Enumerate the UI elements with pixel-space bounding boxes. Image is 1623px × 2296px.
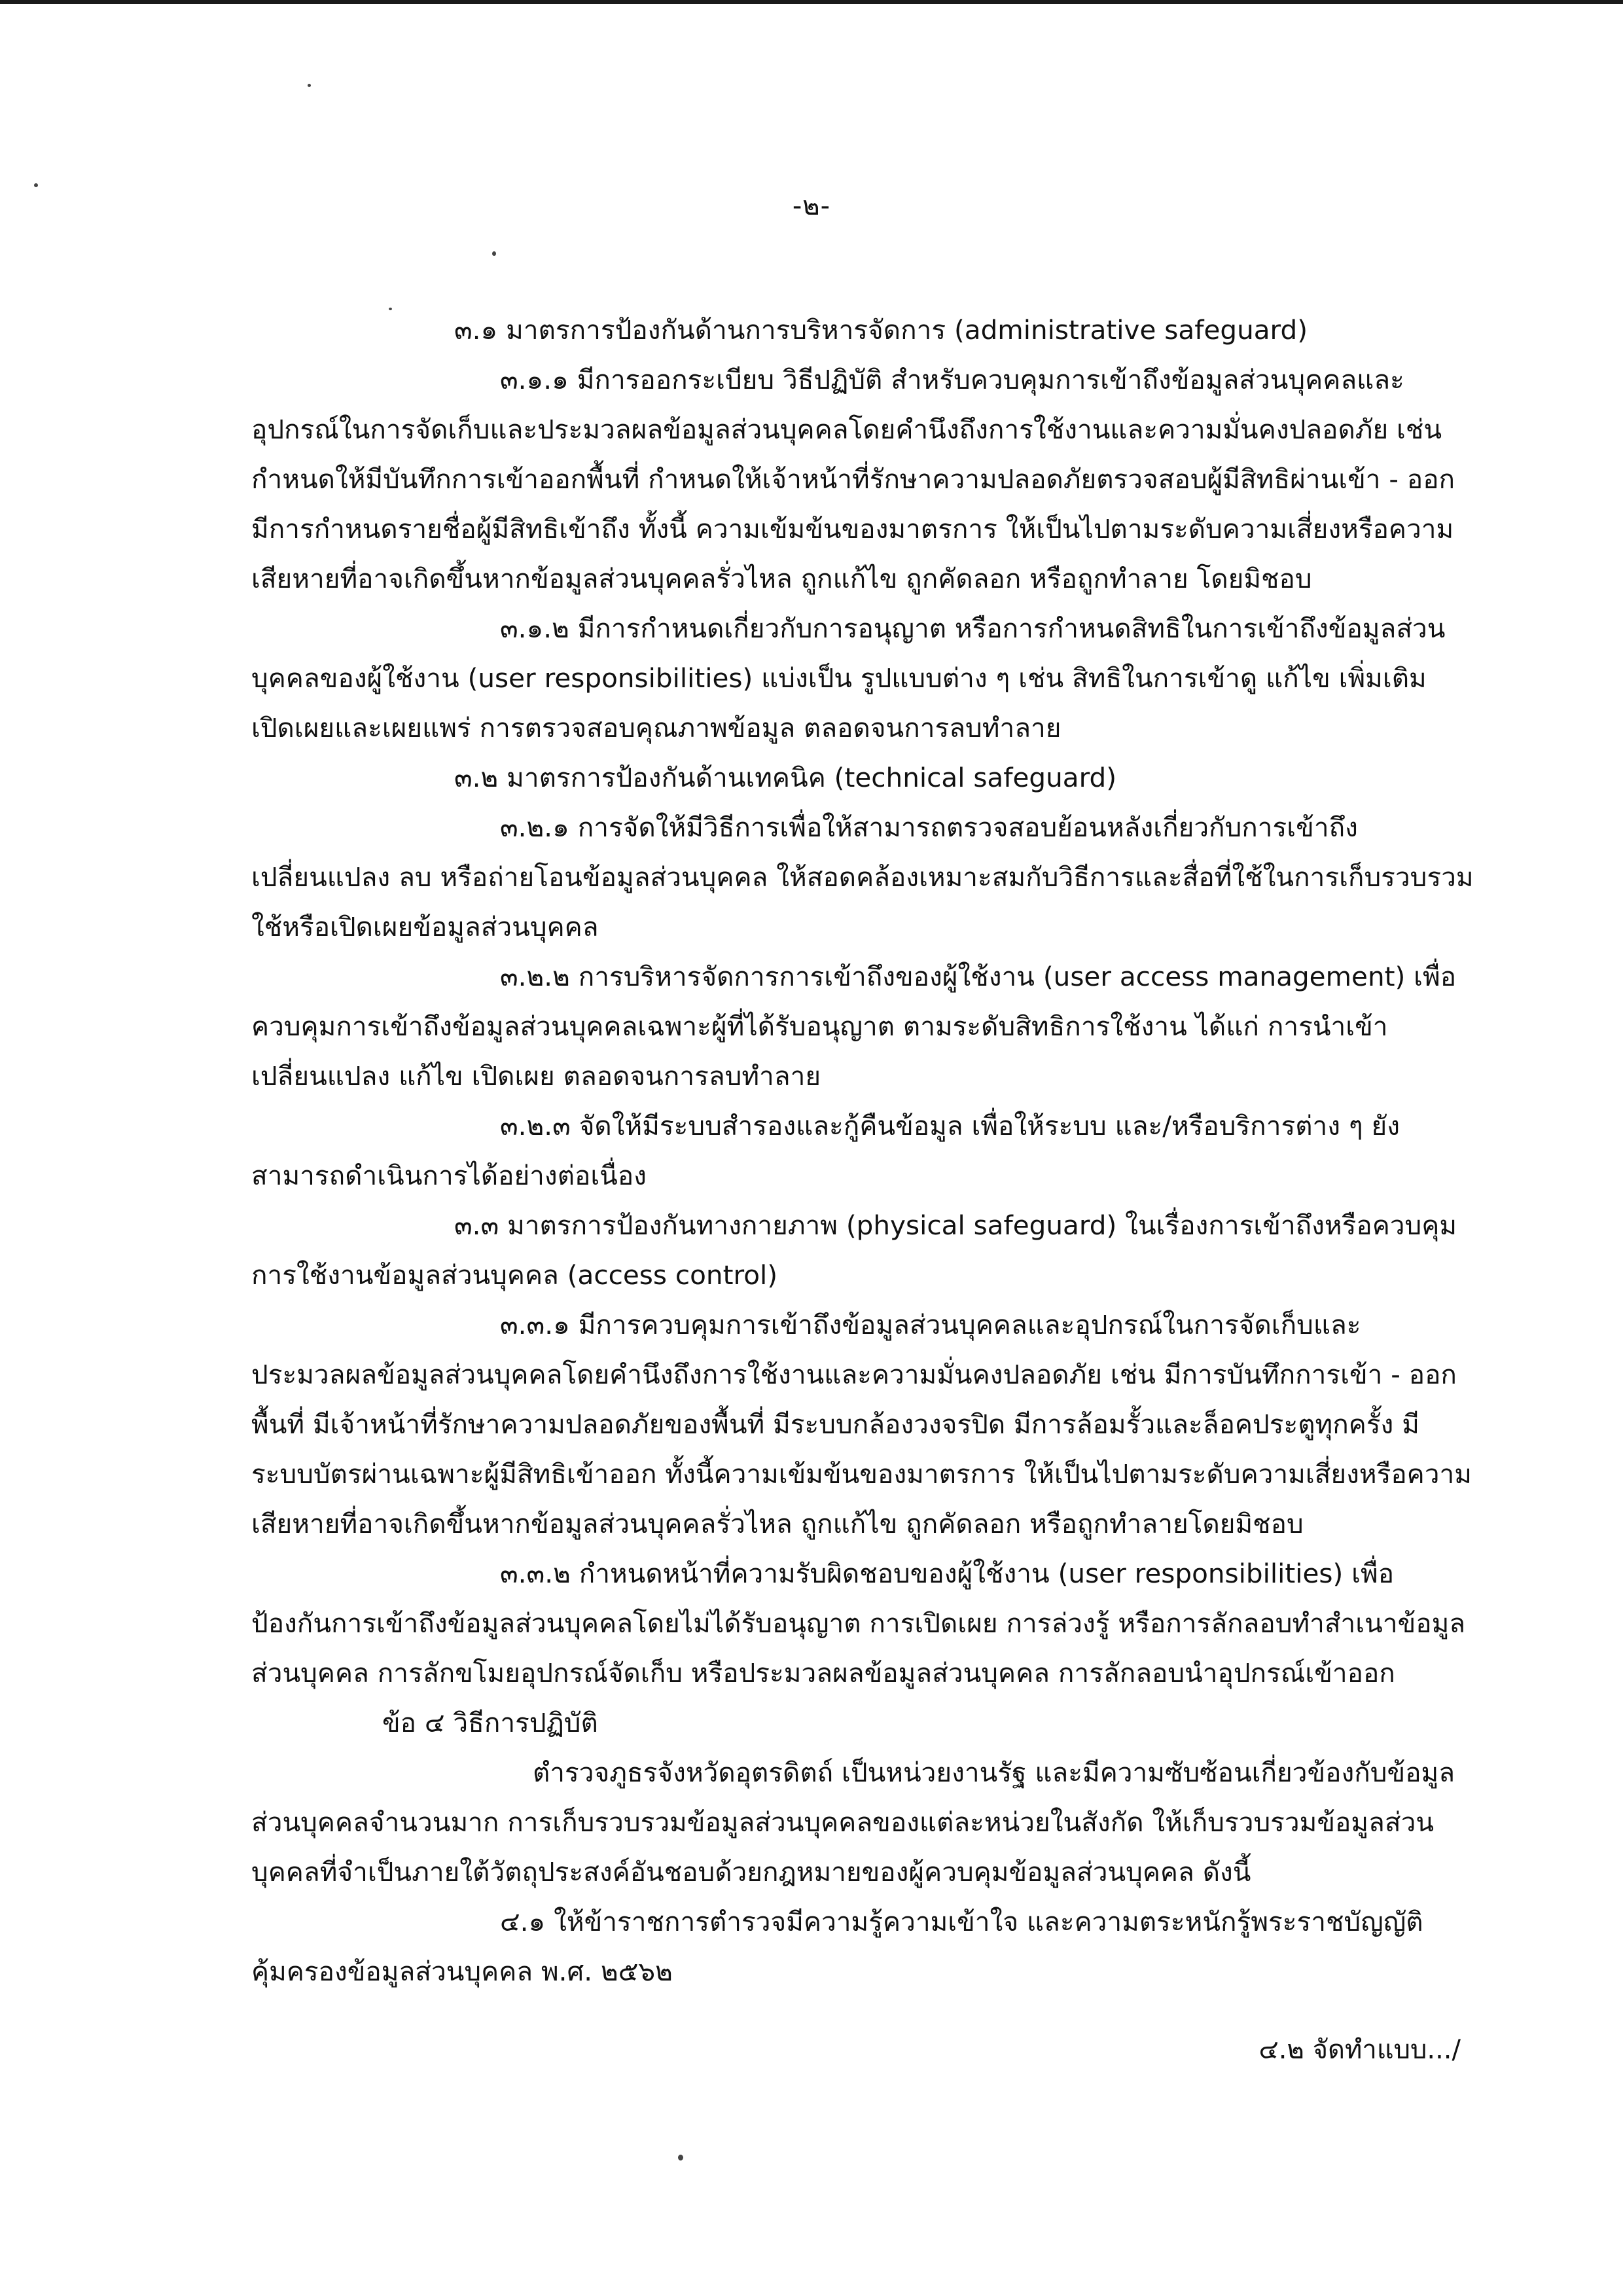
text-line: ๓.๓ มาตรการป้องกันทางกายภาพ (physical safeguard) ในเรื่องการเข้าถึงหรือควบคุม — [454, 1210, 1457, 1241]
text-line: ๓.๑.๒ มีการกำหนดเกี่ยวกับการอนุญาต หรือการกำหนดสิทธิในการเข้าถึงข้อมูลส่วน — [500, 613, 1446, 644]
text-line: คุ้มครองข้อมูลส่วนบุคคล พ.ศ. ๒๕๖๒ — [251, 1956, 673, 1987]
scan-speck — [678, 2155, 683, 2161]
text-line: ใช้หรือเปิดเผยข้อมูลส่วนบุคคล — [251, 911, 599, 942]
text-line: การใช้งานข้อมูลส่วนบุคคล (access control) — [251, 1259, 778, 1291]
text-line: ตำรวจภูธรจังหวัดอุตรดิตถ์ เป็นหน่วยงานรัฐ และมีความซับซ้อนเกี่ยวข้องกับข้อมูล — [533, 1757, 1455, 1788]
text-line: เปลี่ยนแปลง แก้ไข เปิดเผย ตลอดจนการลบทำลาย — [251, 1060, 821, 1092]
text-line: บุคคลของผู้ใช้งาน (user responsibilities) แบ่งเป็น รูปแบบต่าง ๆ เช่น สิทธิในการเข้าดู แก้ไข เพิ่มเติม — [251, 662, 1427, 694]
scan-speck — [492, 251, 496, 256]
page-number: -๒- — [792, 191, 831, 221]
text-line: ๓.๒.๓ จัดให้มีระบบสำรองและกู้คืนข้อมูล เพื่อให้ระบบ และ/หรือบริการต่าง ๆ ยัง — [500, 1110, 1400, 1141]
continuation-note: ๔.๒ จัดทำแบบ.../ — [1258, 2035, 1461, 2065]
text-line: ส่วนบุคคล การลักขโมยอุปกรณ์จัดเก็บ หรือประมวลผลข้อมูลส่วนบุคคล การลักลอบนำอุปกรณ์เข้าออก — [251, 1657, 1395, 1689]
text-line: ๓.๑.๑ มีการออกระเบียบ วิธีปฏิบัติ สำหรับควบคุมการเข้าถึงข้อมูลส่วนบุคคลและ — [500, 364, 1404, 395]
text-line: เสียหายที่อาจเกิดขึ้นหากข้อมูลส่วนบุคคลรั่วไหล ถูกแก้ไข ถูกคัดลอก หรือถูกทำลายโดยมิชอบ — [251, 1508, 1304, 1539]
scan-top-edge — [0, 0, 1623, 4]
document-body — [251, 305, 1474, 1996]
text-line: ๓.๓.๒ กำหนดหน้าที่ความรับผิดชอบของผู้ใช้งาน (user responsibilities) เพื่อ — [500, 1558, 1395, 1589]
text-line: กำหนดให้มีบันทึกการเข้าออกพื้นที่ กำหนดให้เจ้าหน้าที่รักษาความปลอดภัยตรวจสอบผู้มีสิทธิผ่านเข้า - ออก — [251, 463, 1455, 495]
text-line: มีการกำหนดรายชื่อผู้มีสิทธิเข้าถึง ทั้งนี้ ความเข้มข้นของมาตรการ ให้เป็นไปตามระดับความเสี่ยงหรือความ — [251, 513, 1454, 545]
text-line: ๓.๒ มาตรการป้องกันด้านเทคนิค (technical safeguard) — [454, 762, 1117, 793]
text-line: ๓.๑ มาตรการป้องกันด้านการบริหารจัดการ (administrative safeguard) — [454, 314, 1308, 346]
text-line: บุคคลที่จำเป็นภายใต้วัตถุประสงค์อันชอบด้วยกฎหมายของผู้ควบคุมข้อมูลส่วนบุคคล ดังนี้ — [251, 1856, 1251, 1888]
text-line: ป้องกันการเข้าถึงข้อมูลส่วนบุคคลโดยไม่ได้รับอนุญาต การเปิดเผย การล่วงรู้ หรือการลักลอบทำสำเนาข้อมูล — [251, 1607, 1466, 1639]
text-line: ส่วนบุคคลจำนวนมาก การเก็บรวบรวมข้อมูลส่วนบุคคลของแต่ละหน่วยในสังกัด ให้เก็บรวบรวมข้อมูลส่วน — [251, 1806, 1435, 1838]
text-line: พื้นที่ มีเจ้าหน้าที่รักษาความปลอดภัยของพื้นที่ มีระบบกล้องวงจรปิด มีการล้อมรั้วและล็อคประตูทุกครั้ง มี — [251, 1408, 1419, 1440]
text-line: เปลี่ยนแปลง ลบ หรือถ่ายโอนข้อมูลส่วนบุคคล ให้สอดคล้องเหมาะสมกับวิธีการและสื่อที่ใช้ในการเก็บรวบรวม — [251, 861, 1474, 893]
text-line: ๓.๒.๒ การบริหารจัดการการเข้าถึงของผู้ใช้งาน (user access management) เพื่อ — [500, 961, 1457, 992]
text-line: ๓.๓.๑ มีการควบคุมการเข้าถึงข้อมูลส่วนบุคคลและอุปกรณ์ในการจัดเก็บและ — [500, 1309, 1361, 1340]
text-line: ข้อ ๔ วิธีการปฏิบัติ — [382, 1707, 598, 1738]
text-line: ๓.๒.๑ การจัดให้มีวิธีการเพื่อให้สามารถตรวจสอบย้อนหลังเกี่ยวกับการเข้าถึง — [500, 812, 1358, 843]
text-line: อุปกรณ์ในการจัดเก็บและประมวลผลข้อมูลส่วนบุคคลโดยคำนึงถึงการใช้งานและความมั่นคงปลอดภัย เช่น — [251, 414, 1442, 445]
text-line: เปิดเผยและเผยแพร่ การตรวจสอบคุณภาพข้อมูล ตลอดจนการลบทำลาย — [251, 712, 1061, 744]
text-line: ๔.๑ ให้ข้าราชการตำรวจมีความรู้ความเข้าใจ และความตระหนักรู้พระราชบัญญัติ — [500, 1906, 1423, 1937]
scan-speck — [308, 84, 311, 87]
text-line: เสียหายที่อาจเกิดขึ้นหากข้อมูลส่วนบุคคลรั่วไหล ถูกแก้ไข ถูกคัดลอก หรือถูกทำลาย โดยมิชอบ — [251, 563, 1312, 594]
text-line: ประมวลผลข้อมูลส่วนบุคคลโดยคำนึงถึงการใช้งานและความมั่นคงปลอดภัย เช่น มีการบันทึกการเข้า - ออก — [251, 1359, 1457, 1390]
text-line: ควบคุมการเข้าถึงข้อมูลส่วนบุคคลเฉพาะผู้ที่ได้รับอนุญาต ตามระดับสิทธิการใช้งาน ได้แก่ การนำเข้า — [251, 1011, 1388, 1042]
text-line: สามารถดำเนินการได้อย่างต่อเนื่อง — [251, 1160, 647, 1191]
text-line: ระบบบัตรผ่านเฉพาะผู้มีสิทธิเข้าออก ทั้งนี้ความเข้มข้นของมาตรการ ให้เป็นไปตามระดับความเสี่ยงหรือความ — [251, 1458, 1472, 1490]
